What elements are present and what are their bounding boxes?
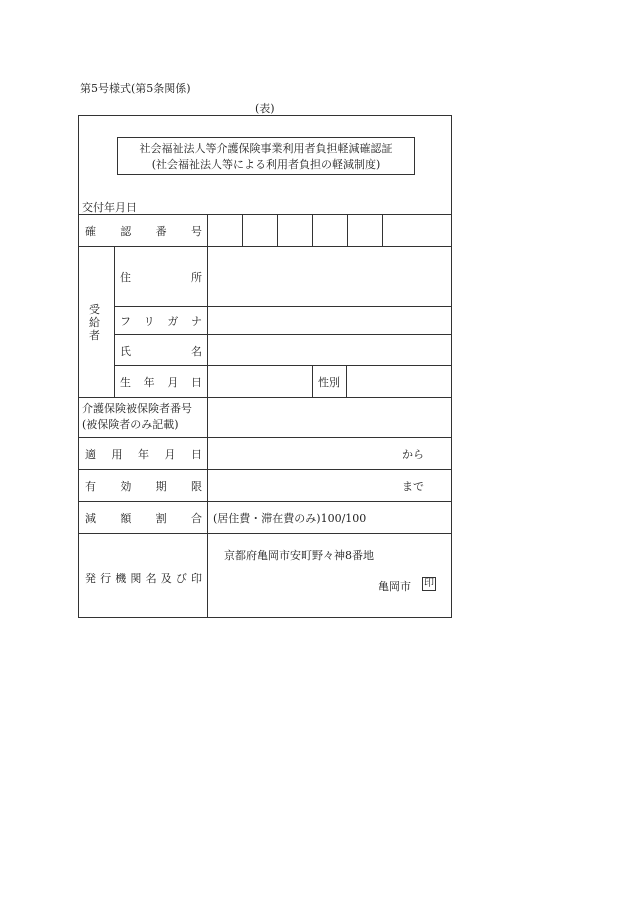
- digit-cell-divider: [277, 214, 278, 246]
- validity-label: 有 効 期 限: [85, 480, 202, 493]
- row-divider: [78, 533, 452, 534]
- certificate-subtitle: (社会福祉法人等による利用者負担の軽減制度): [151, 158, 381, 171]
- issuer-label: 発 行 機 関 名 及 び 印: [85, 572, 202, 585]
- certificate-frame: [78, 115, 452, 618]
- confirm-number-label: 確 認 番 号: [85, 225, 202, 238]
- issuer-address: 京都府亀岡市安町野々神8番地: [224, 549, 374, 562]
- from-text: から: [402, 448, 424, 461]
- insured-number-label: 介護保険被保険者番号 (被保険者のみ記載): [82, 402, 192, 431]
- gender-divider: [346, 365, 347, 397]
- apply-date-label: 適 用 年 月 日: [85, 448, 202, 461]
- certificate-title-box: [117, 137, 415, 175]
- furigana-label: フ リ ガ ナ: [120, 315, 202, 328]
- digit-cell-divider: [347, 214, 348, 246]
- row-divider: [78, 397, 452, 398]
- row-divider: [114, 334, 452, 335]
- row-divider: [78, 214, 452, 215]
- column-divider: [114, 246, 115, 397]
- row-divider: [78, 501, 452, 502]
- until-text: まで: [402, 480, 424, 493]
- gender-divider: [312, 365, 313, 397]
- row-divider: [78, 469, 452, 470]
- recipient-label: 受 給 者: [89, 303, 100, 342]
- row-divider: [78, 437, 452, 438]
- issue-date-label: 交付年月日: [82, 201, 137, 214]
- digit-cell-divider: [382, 214, 383, 246]
- issuer-city: 亀岡市: [378, 580, 411, 593]
- certificate-title: 社会福祉法人等介護保険事業利用者負担軽減確認証: [139, 142, 393, 155]
- row-divider: [114, 365, 452, 366]
- reduction-value: (居住費・滞在費のみ)100/100: [213, 512, 367, 525]
- seal-mark: 印: [424, 578, 434, 589]
- birthdate-label: 生 年 月 日: [120, 376, 202, 389]
- address-label: 住 所: [120, 271, 202, 284]
- side-label: (表): [255, 102, 275, 115]
- row-divider: [78, 246, 452, 247]
- row-divider: [114, 306, 452, 307]
- digit-cell-divider: [242, 214, 243, 246]
- reduction-label: 減 額 割 合: [85, 512, 202, 525]
- form-number-header: 第5号様式(第5条関係): [80, 82, 191, 95]
- gender-label: 性別: [318, 376, 340, 389]
- column-divider: [207, 214, 208, 618]
- digit-cell-divider: [312, 214, 313, 246]
- name-label: 氏 名: [120, 345, 202, 358]
